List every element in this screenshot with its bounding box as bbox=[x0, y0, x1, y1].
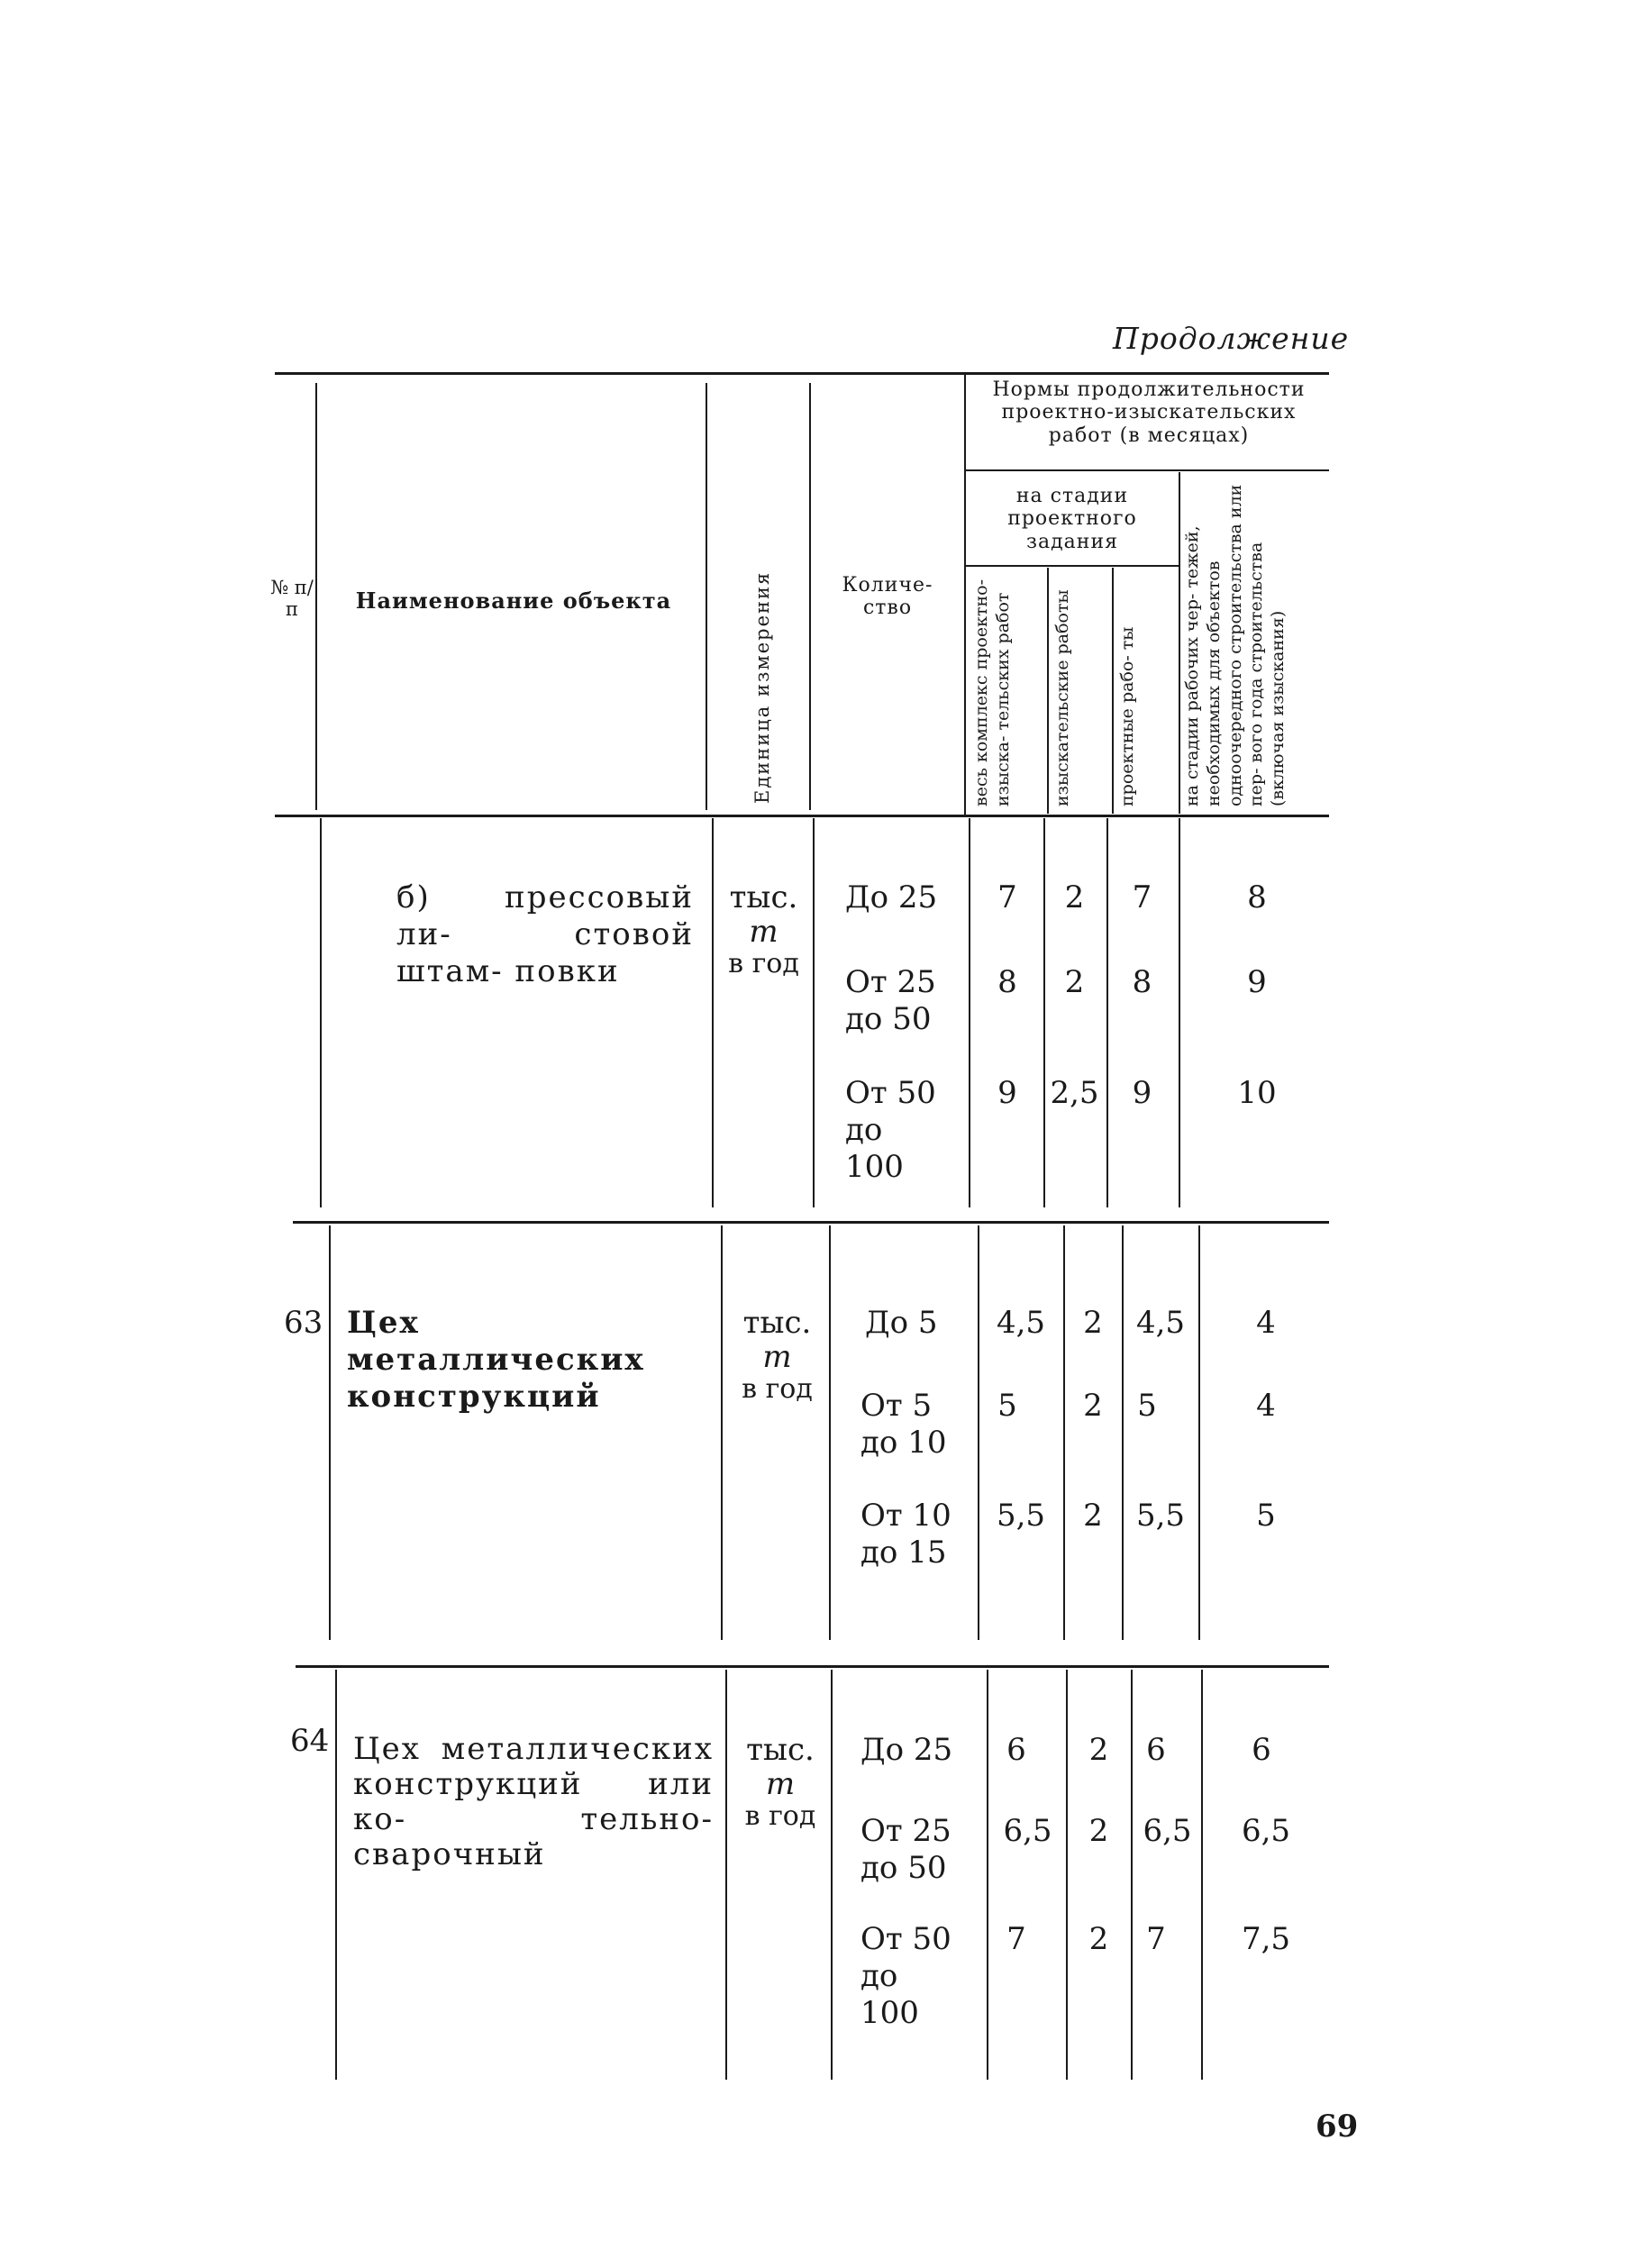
row2-vline-3 bbox=[829, 1225, 831, 1640]
design-cell: 6 bbox=[1146, 1732, 1166, 1768]
working-cell: 4 bbox=[1256, 1305, 1276, 1341]
qty-cell: От 50 до 100 bbox=[860, 1921, 952, 2031]
hdr-vline-3 bbox=[809, 383, 811, 810]
design-cell: 7 bbox=[1146, 1921, 1166, 1957]
complex-cell: 4,5 bbox=[996, 1305, 1046, 1341]
norms-divider bbox=[966, 469, 1329, 471]
page-number: 69 bbox=[1316, 2109, 1359, 2145]
row-name: Цех металлических конструкций bbox=[347, 1305, 645, 1415]
qty-cell: От 25 до 50 bbox=[845, 964, 936, 1037]
col-working-header: на стадии рабочих чер- тежей, необходимых для объектов одноочередного строительства или пер- вого года строительства (включая изыскания) bbox=[1182, 484, 1288, 806]
working-cell: 8 bbox=[1247, 879, 1267, 915]
qty-cell: До 5 bbox=[865, 1305, 938, 1341]
hdr-vline-5 bbox=[1047, 568, 1049, 814]
stage-divider bbox=[966, 565, 1179, 567]
col-no-header: № п/п bbox=[270, 577, 314, 621]
row1-vline-6 bbox=[1106, 818, 1108, 1207]
continuation-label: Продолжение bbox=[1113, 321, 1350, 356]
complex-cell: 9 bbox=[997, 1075, 1017, 1111]
design-cell: 6,5 bbox=[1143, 1813, 1192, 1849]
survey-cell: 2,5 bbox=[1050, 1075, 1099, 1111]
row2-vline-7 bbox=[1198, 1225, 1200, 1640]
working-cell: 6 bbox=[1252, 1732, 1271, 1768]
row2-vline-4 bbox=[978, 1225, 979, 1640]
row-number: 64 bbox=[290, 1723, 330, 1759]
row-unit-line: тыс. bbox=[746, 1732, 815, 1768]
design-cell: 7 bbox=[1132, 879, 1152, 915]
row1-vline-7 bbox=[1179, 818, 1180, 1207]
row2-vline-1 bbox=[329, 1225, 331, 1640]
row1-vline-3 bbox=[813, 818, 815, 1207]
row-unit-line: в год bbox=[728, 948, 799, 979]
row2-vline-6 bbox=[1122, 1225, 1124, 1640]
row-name: Цех металлических конструкций или ко- тельно-сварочный bbox=[353, 1731, 714, 1873]
header-bottom-rule bbox=[275, 815, 1329, 817]
row3-vline-6 bbox=[1131, 1670, 1133, 2080]
complex-cell: 7 bbox=[997, 879, 1017, 915]
design-cell: 5,5 bbox=[1135, 1498, 1186, 1534]
hdr-vline-1 bbox=[315, 383, 317, 810]
row3-vline-4 bbox=[987, 1670, 988, 2080]
col-unit-header: Единица измерения bbox=[751, 570, 773, 804]
survey-cell: 2 bbox=[1083, 1305, 1103, 1341]
qty-cell: От 25 до 50 bbox=[860, 1813, 952, 1886]
row2-top-rule bbox=[293, 1221, 1329, 1224]
design-cell: 8 bbox=[1132, 964, 1152, 1000]
qty-cell: До 25 bbox=[845, 879, 938, 915]
working-cell: 10 bbox=[1237, 1075, 1277, 1111]
survey-cell: 2 bbox=[1088, 1732, 1109, 1768]
col-complex-header: весь комплекс проектно-изыска- тельских работ bbox=[971, 578, 1013, 806]
survey-cell: 2 bbox=[1083, 1498, 1103, 1534]
row1-vline-4 bbox=[969, 818, 970, 1207]
qty-cell: От 10 до 15 bbox=[860, 1498, 952, 1571]
col-design-header: проектные рабо- ты bbox=[1117, 626, 1137, 806]
complex-cell: 5,5 bbox=[996, 1498, 1046, 1534]
complex-cell: 6 bbox=[1006, 1732, 1026, 1768]
working-cell: 4 bbox=[1256, 1388, 1276, 1424]
hdr-vline-4 bbox=[964, 374, 966, 815]
survey-cell: 2 bbox=[1064, 964, 1085, 1000]
working-cell: 5 bbox=[1256, 1498, 1276, 1534]
row-number: 63 bbox=[284, 1305, 323, 1341]
col-survey-header: изыскательские работы bbox=[1052, 589, 1072, 806]
row-unit-line: т bbox=[762, 1339, 792, 1375]
col-norms-header: Нормы продолжительности проектно-изыскательских работ (в месяцах) bbox=[992, 378, 1306, 447]
col-qty-header: Количе- ство bbox=[842, 574, 933, 620]
design-cell: 9 bbox=[1132, 1075, 1152, 1111]
working-cell: 7,5 bbox=[1241, 1921, 1291, 1957]
row1-vline-1 bbox=[320, 818, 322, 1207]
hdr-vline-6 bbox=[1112, 568, 1114, 814]
complex-cell: 7 bbox=[1006, 1921, 1026, 1957]
row3-top-rule bbox=[296, 1665, 1329, 1668]
complex-cell: 6,5 bbox=[1003, 1813, 1052, 1849]
qty-cell: До 25 bbox=[860, 1732, 953, 1768]
working-cell: 6,5 bbox=[1241, 1813, 1291, 1849]
complex-cell: 8 bbox=[997, 964, 1017, 1000]
row3-vline-1 bbox=[335, 1670, 337, 2080]
row1-vline-2 bbox=[712, 818, 714, 1207]
row3-vline-2 bbox=[725, 1670, 727, 2080]
row-name: б) прессовый ли- стовой штам- повки bbox=[396, 879, 694, 989]
hdr-vline-2 bbox=[706, 383, 707, 810]
working-cell: 9 bbox=[1247, 964, 1267, 1000]
survey-cell: 2 bbox=[1064, 879, 1085, 915]
col-stage-design-header: на стадии проектного задания bbox=[1007, 485, 1137, 553]
row-unit-line: в год bbox=[742, 1373, 813, 1405]
row-unit-line: тыс. bbox=[742, 1305, 812, 1341]
complex-cell: 5 bbox=[997, 1388, 1017, 1424]
col-name-header: Наименование объекта bbox=[355, 587, 672, 614]
row-unit-line: тыс. bbox=[729, 879, 798, 915]
survey-cell: 2 bbox=[1088, 1921, 1109, 1957]
design-cell: 4,5 bbox=[1135, 1305, 1186, 1341]
row2-vline-2 bbox=[721, 1225, 723, 1640]
qty-cell: От 50 до 100 bbox=[845, 1075, 936, 1185]
row-unit-line: т bbox=[765, 1766, 796, 1802]
row1-vline-5 bbox=[1043, 818, 1045, 1207]
row-unit-line: т bbox=[749, 914, 779, 950]
header-top-rule bbox=[275, 372, 1329, 375]
row3-vline-7 bbox=[1201, 1670, 1203, 2080]
row-unit-line: в год bbox=[744, 1800, 816, 1832]
row2-vline-5 bbox=[1063, 1225, 1065, 1640]
hdr-vline-7 bbox=[1179, 472, 1180, 814]
design-cell: 5 bbox=[1137, 1388, 1157, 1424]
row3-vline-3 bbox=[831, 1670, 833, 2080]
row3-vline-5 bbox=[1066, 1670, 1068, 2080]
qty-cell: От 5 до 10 bbox=[860, 1388, 947, 1461]
survey-cell: 2 bbox=[1083, 1388, 1103, 1424]
survey-cell: 2 bbox=[1088, 1813, 1109, 1849]
